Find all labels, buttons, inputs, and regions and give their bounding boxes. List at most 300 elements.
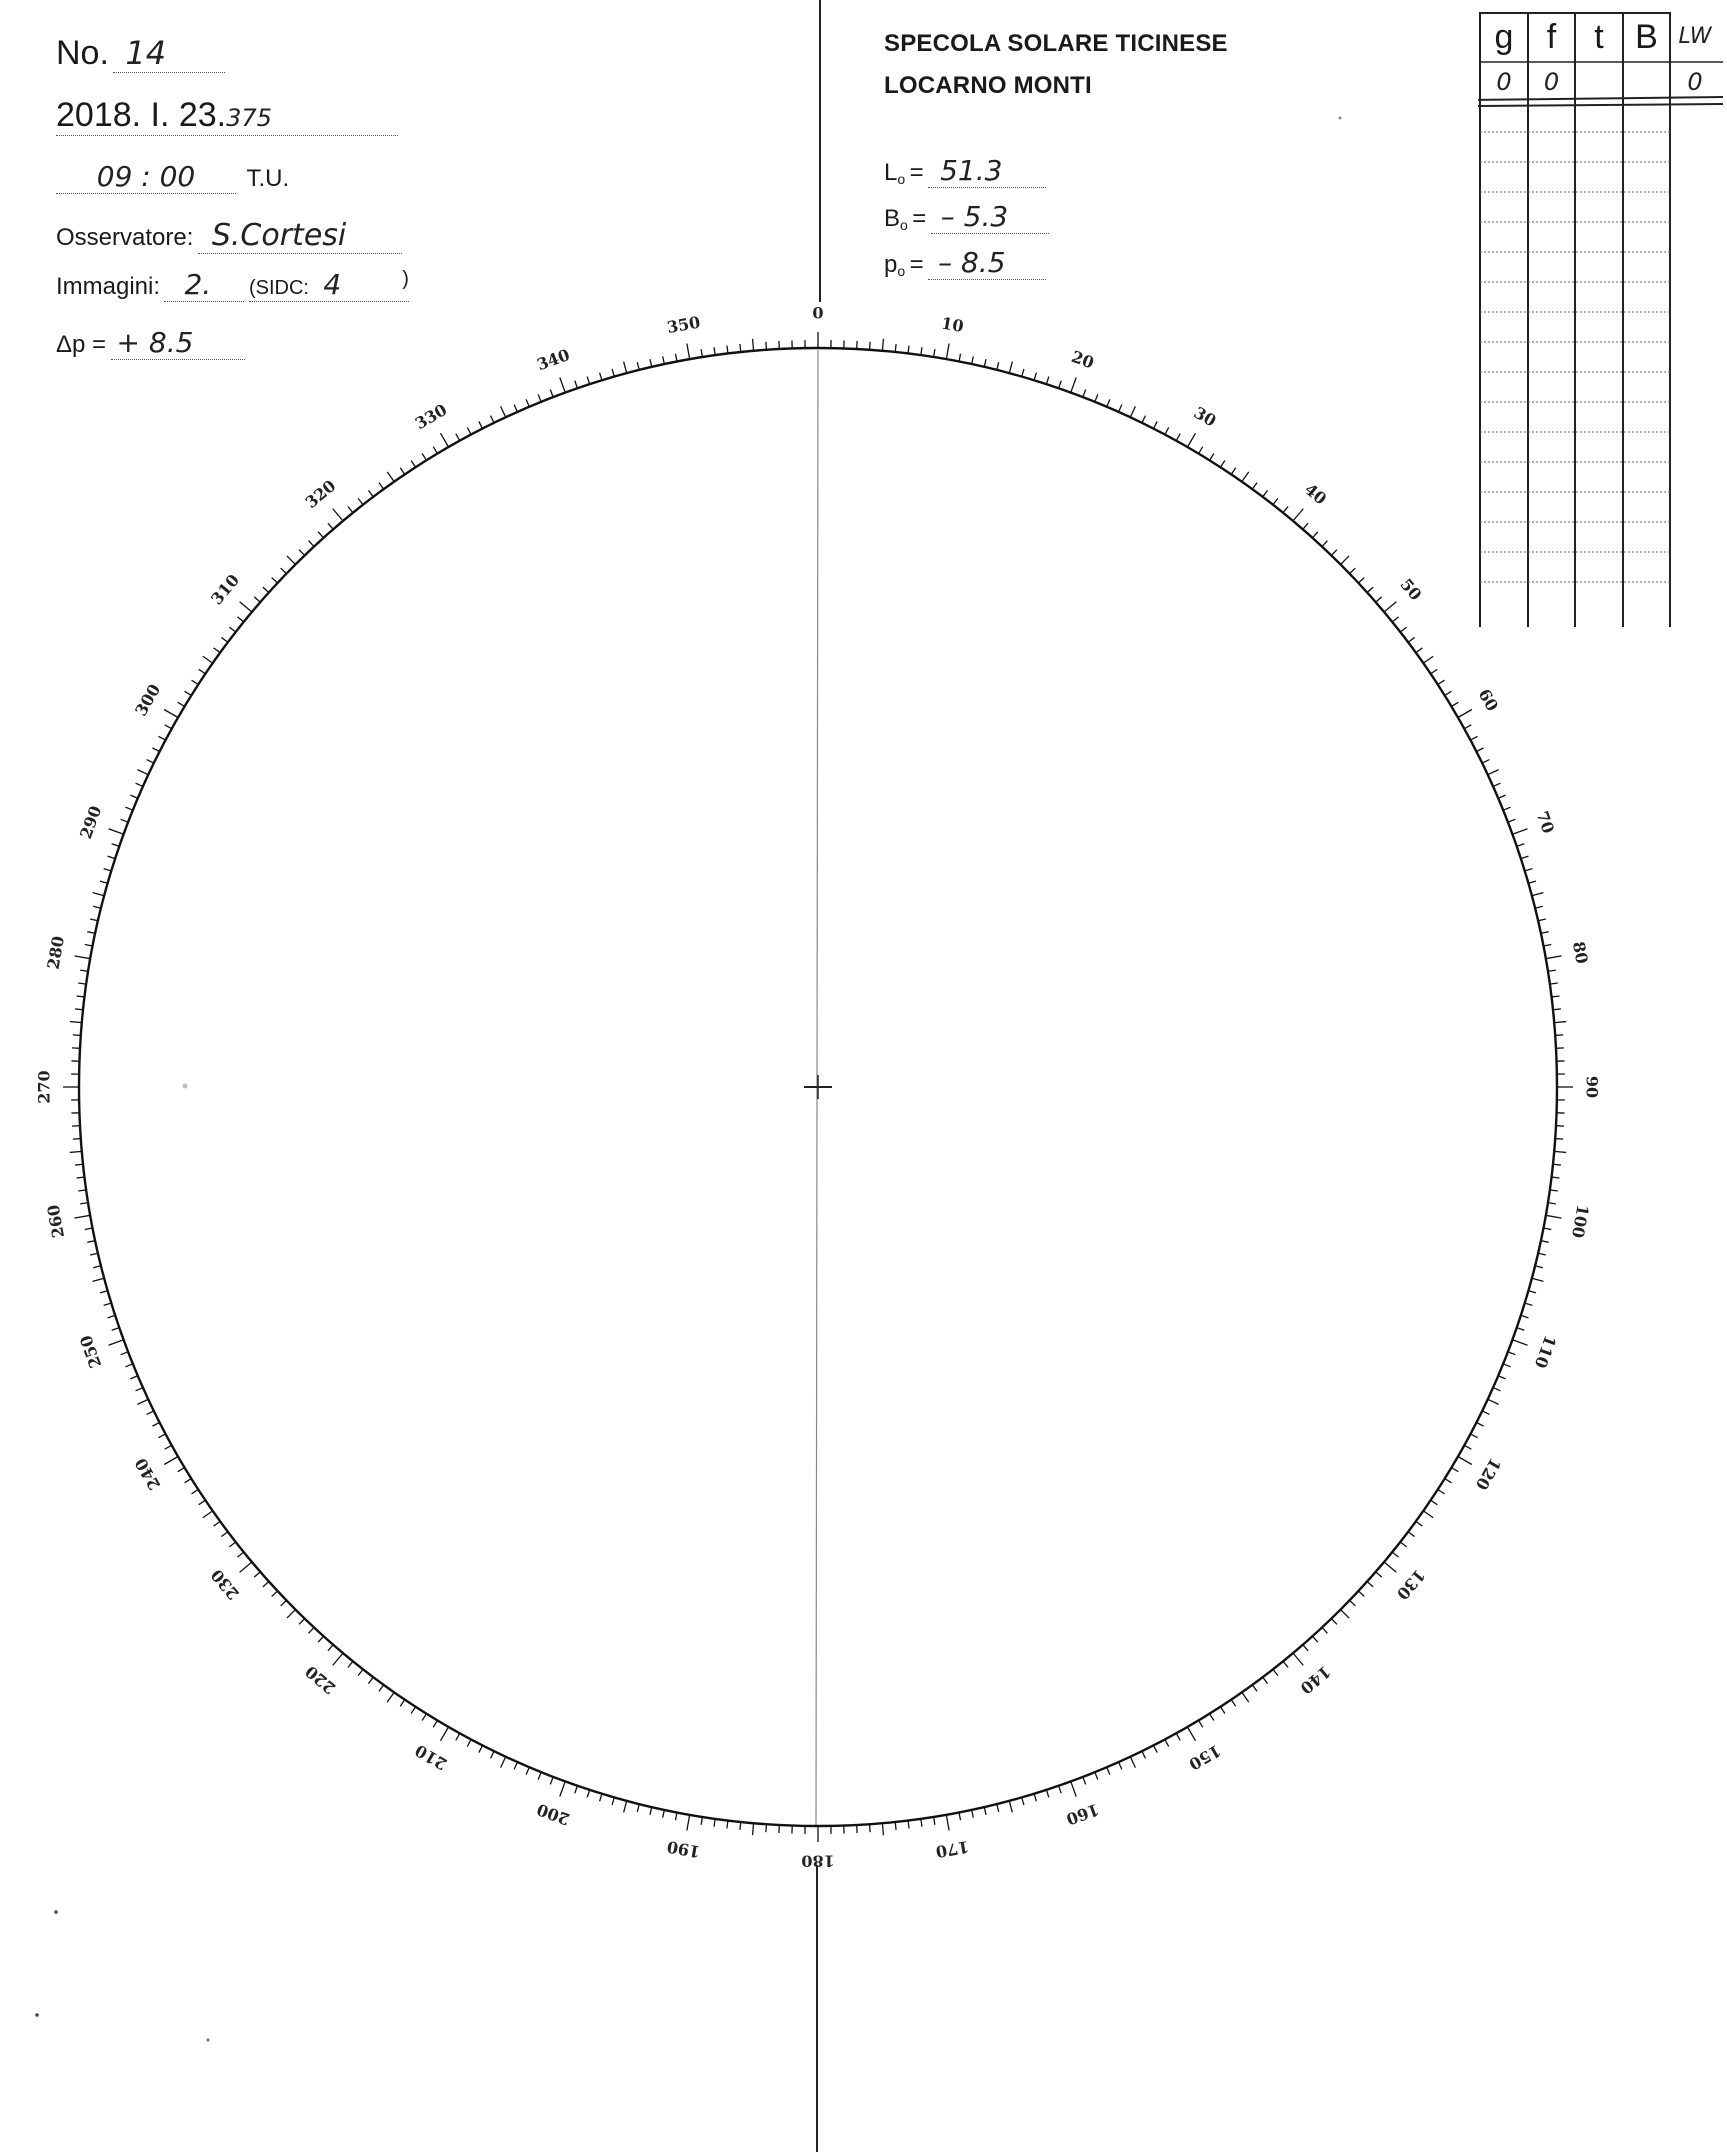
degree-tick (870, 342, 871, 350)
degree-tick (1508, 819, 1515, 822)
degree-tick (1488, 770, 1499, 775)
degree-tick (85, 1228, 93, 1230)
degree-tick (1551, 1177, 1559, 1178)
degree-tick (104, 1303, 112, 1305)
degree-tick (125, 807, 132, 810)
degree-tick (109, 829, 124, 834)
degree-tick (714, 1819, 715, 1827)
degree-tick (1059, 1786, 1062, 1794)
sidc-value[interactable]: 4 (323, 268, 342, 301)
degree-tick (491, 416, 495, 423)
B0-subscript: o (900, 217, 908, 234)
degree-tick (1130, 406, 1135, 417)
degree-tick (1107, 399, 1110, 406)
degree-tick (1438, 680, 1445, 684)
degree-tick (1312, 532, 1317, 538)
delta-p-value[interactable]: + 8.5 (111, 326, 245, 360)
col-header-B: B (1635, 18, 1658, 56)
degree-tick (73, 1139, 81, 1140)
number-field (56, 34, 225, 73)
degree-tick (73, 1035, 81, 1036)
p0-label: p (884, 251, 898, 278)
degree-tick (104, 869, 112, 871)
degree-tick (203, 656, 213, 663)
delta-p-field (56, 326, 245, 360)
degree-tick (1293, 1653, 1303, 1665)
degree-tick (1022, 1797, 1024, 1805)
degree-tick (1199, 1720, 1203, 1727)
degree-tick (199, 669, 206, 673)
degree-tick (112, 1328, 120, 1331)
degree-tick (1525, 1303, 1533, 1305)
degree-tick (164, 710, 178, 718)
degree-tick (1273, 1669, 1278, 1675)
degree-label-30: 30 (1190, 402, 1220, 431)
degree-tick (624, 362, 627, 374)
degree-tick (1543, 944, 1551, 946)
L0-label: L (884, 159, 898, 186)
degree-tick (368, 1677, 373, 1683)
degree-tick (164, 1457, 178, 1465)
degree-tick (479, 421, 483, 428)
degree-tick (997, 1804, 999, 1812)
observer-label: Osservatore: (56, 224, 194, 251)
degree-tick (1408, 637, 1414, 642)
degree-tick (1508, 1352, 1515, 1355)
degree-tick (1273, 498, 1278, 504)
degree-tick (387, 1692, 394, 1702)
L0-equals: = (909, 159, 924, 186)
degree-tick (152, 748, 159, 752)
degree-tick (348, 506, 353, 512)
degree-tick (80, 1203, 88, 1204)
degree-tick (1009, 362, 1012, 374)
degree-tick (1071, 378, 1076, 393)
degree-tick (70, 1151, 82, 1152)
degree-tick (1517, 844, 1525, 847)
degree-tick (379, 1685, 384, 1691)
B0-value[interactable]: – 5.3 (931, 200, 1049, 234)
degree-tick (75, 1164, 83, 1165)
degree-tick (1142, 1751, 1146, 1758)
degree-tick (411, 1707, 415, 1714)
degree-tick (714, 347, 715, 355)
degree-tick (538, 394, 541, 401)
degree-tick (108, 1315, 116, 1317)
degree-tick (1538, 919, 1546, 921)
cell-B[interactable] (1623, 64, 1670, 100)
degree-tick (1553, 1164, 1561, 1165)
degree-tick (687, 343, 690, 359)
degree-tick (87, 932, 95, 934)
degree-tick (237, 1552, 243, 1557)
images-value[interactable]: 2. (164, 268, 244, 302)
time-field (56, 160, 289, 194)
degree-tick (121, 819, 128, 822)
degree-tick (1512, 1340, 1527, 1345)
degree-tick (1535, 1266, 1543, 1268)
degree-tick (1532, 1278, 1544, 1281)
degree-tick (972, 356, 974, 364)
degree-tick (1535, 906, 1543, 908)
degree-tick (237, 617, 243, 622)
degree-tick (1555, 1035, 1563, 1036)
degree-tick (1431, 1500, 1438, 1504)
degree-tick (1538, 1253, 1546, 1255)
degree-label-70: 70 (1532, 808, 1559, 836)
degree-tick (637, 1804, 639, 1812)
degree-label-0: 0 (812, 303, 824, 323)
degree-tick (501, 1757, 506, 1768)
degree-tick (946, 343, 949, 359)
degree-tick (229, 1542, 235, 1547)
degree-tick (318, 532, 323, 538)
degree-tick (1312, 1636, 1317, 1642)
degree-tick (93, 1278, 105, 1281)
degree-tick (136, 783, 143, 786)
cell-LW[interactable]: 0 (1687, 68, 1703, 96)
degree-tick (637, 362, 639, 370)
degree-tick (908, 1820, 909, 1828)
degree-tick (1470, 736, 1477, 740)
degree-tick (1517, 1328, 1525, 1331)
degree-tick (1188, 433, 1196, 447)
degree-tick (984, 359, 986, 367)
degree-tick (1350, 568, 1356, 574)
degree-tick (147, 1411, 154, 1415)
degree-tick (1392, 1552, 1398, 1557)
degree-tick (921, 347, 922, 355)
degree-label-180: 180 (801, 1851, 835, 1871)
degree-tick (281, 568, 287, 574)
degree-tick (1438, 1489, 1445, 1493)
degree-tick (1451, 1468, 1458, 1472)
degree-label-160: 160 (1063, 1799, 1102, 1829)
degree-tick (240, 1562, 252, 1572)
L0-field (884, 154, 1046, 188)
degree-tick (109, 1340, 124, 1345)
degree-tick (1493, 783, 1500, 786)
degree-tick (766, 342, 767, 350)
degree-tick (100, 881, 108, 883)
degree-tick (650, 1807, 652, 1815)
degree-tick (74, 956, 90, 959)
degree-tick (1341, 556, 1349, 564)
cell-t[interactable] (1575, 64, 1623, 100)
degree-tick (1199, 447, 1203, 454)
degree-tick (1165, 1739, 1169, 1746)
cell-g[interactable]: 0 (1496, 68, 1512, 96)
degree-label-240: 240 (131, 1454, 165, 1494)
degree-tick (1458, 1457, 1472, 1465)
degree-tick (1445, 1479, 1452, 1483)
degree-tick (240, 602, 252, 612)
table-grid (1478, 12, 1723, 627)
degree-tick (1470, 1434, 1477, 1438)
degree-tick (575, 381, 578, 389)
degree-tick (70, 1022, 82, 1023)
degree-tick (1153, 1745, 1157, 1752)
degree-tick (766, 1824, 767, 1832)
degree-label-300: 300 (131, 680, 165, 720)
degree-tick (1400, 627, 1406, 632)
group-count-table (1478, 12, 1723, 627)
degree-tick (272, 578, 278, 583)
degree-tick (90, 1253, 98, 1255)
degree-tick (1358, 578, 1364, 583)
degree-label-130: 130 (1392, 1565, 1429, 1604)
B0-equals: = (912, 205, 927, 232)
degree-tick (1521, 856, 1529, 858)
degree-tick (456, 1733, 460, 1740)
degree-tick (1543, 1228, 1551, 1230)
degree-tick (272, 1591, 278, 1596)
time-unit: T.U. (246, 165, 290, 192)
date-field (56, 96, 398, 136)
L0-value[interactable]: 51.3 (928, 154, 1046, 188)
degree-tick (1423, 656, 1433, 663)
degree-tick (1550, 983, 1558, 984)
speck (1339, 117, 1342, 120)
degree-tick (1548, 970, 1556, 971)
degree-tick (959, 1812, 961, 1820)
degree-tick (456, 434, 460, 441)
degree-tick (165, 725, 172, 729)
degree-tick (185, 691, 192, 695)
degree-tick (287, 556, 295, 564)
degree-tick (1022, 369, 1024, 377)
degree-tick (560, 378, 565, 393)
degree-tick (1046, 1790, 1048, 1798)
degree-tick (921, 1819, 922, 1827)
degree-tick (309, 541, 314, 547)
speck (54, 1910, 58, 1914)
degree-label-310: 310 (207, 570, 244, 609)
degree-tick (328, 523, 333, 529)
degree-tick (309, 1627, 314, 1633)
degree-tick (514, 405, 517, 412)
degree-tick (100, 1291, 108, 1293)
degree-tick (1493, 1388, 1500, 1391)
col-header-g: g (1494, 18, 1514, 56)
date-value[interactable]: 2018. I. 23. (56, 96, 227, 134)
degree-tick (74, 1215, 90, 1218)
degree-tick (1220, 1707, 1224, 1714)
B0-label: B (884, 205, 901, 232)
B0-field (884, 200, 1049, 234)
degree-tick (753, 1823, 754, 1835)
degree-tick (93, 893, 105, 896)
degree-tick (1458, 710, 1472, 718)
degree-tick (178, 702, 185, 706)
degree-tick (1476, 1422, 1483, 1426)
degree-tick (1550, 1190, 1558, 1191)
degree-tick (1384, 602, 1396, 612)
observer-value[interactable]: S.Cortesi (198, 218, 402, 254)
degree-tick (1210, 1714, 1214, 1721)
degree-tick (263, 1581, 269, 1586)
degree-tick (80, 970, 88, 971)
degree-label-40: 40 (1300, 479, 1331, 509)
degree-tick (411, 461, 415, 468)
degree-tick (575, 1786, 578, 1794)
date-fraction[interactable]: 375 (226, 104, 272, 132)
degree-tick (1242, 472, 1249, 482)
degree-label-120: 120 (1471, 1454, 1505, 1494)
degree-tick (368, 490, 373, 496)
degree-tick (1498, 1376, 1505, 1379)
degree-label-90: 90 (1582, 1075, 1602, 1099)
degree-tick (1083, 390, 1086, 397)
degree-tick (587, 1790, 589, 1798)
degree-tick (1331, 550, 1337, 556)
degree-tick (1551, 996, 1559, 997)
degree-label-190: 190 (665, 1836, 702, 1862)
degree-tick (1416, 648, 1422, 653)
degree-tick (1546, 956, 1562, 959)
degree-label-250: 250 (76, 1332, 106, 1371)
degree-tick (1071, 1781, 1076, 1796)
degree-tick (727, 1820, 728, 1828)
degree-label-140: 140 (1296, 1661, 1335, 1698)
degree-tick (158, 736, 165, 740)
degree-tick (78, 983, 86, 984)
degree-tick (526, 399, 529, 406)
degree-tick (727, 346, 728, 354)
degree-tick (1130, 1757, 1135, 1768)
degree-tick (1046, 377, 1048, 385)
degree-tick (997, 362, 999, 370)
degree-tick (333, 1653, 343, 1665)
degree-tick (1283, 1661, 1288, 1667)
degree-tick (1488, 1399, 1499, 1404)
degree-tick (1119, 405, 1122, 412)
degree-tick (1464, 1445, 1471, 1449)
degree-tick (1322, 1627, 1327, 1633)
degree-tick (1464, 725, 1471, 729)
L0-subscript: o (897, 171, 906, 188)
degree-tick (1503, 807, 1510, 810)
degree-tick (1476, 748, 1483, 752)
degree-tick (1503, 1364, 1510, 1367)
degree-tick (1482, 1411, 1489, 1415)
degree-tick (93, 1266, 101, 1268)
degree-tick (1220, 461, 1224, 468)
degree-tick (550, 1777, 553, 1784)
degree-tick (178, 1468, 185, 1472)
degree-tick (1034, 373, 1036, 381)
degree-tick (77, 996, 85, 997)
degree-label-320: 320 (301, 476, 340, 513)
degree-label-200: 200 (534, 1799, 573, 1829)
degree-tick (870, 1824, 871, 1832)
degree-tick (1107, 1767, 1110, 1774)
degree-tick (1358, 1591, 1364, 1596)
degree-tick (1416, 1521, 1422, 1526)
degree-tick (1553, 1009, 1561, 1010)
degree-tick (1554, 1151, 1566, 1152)
degree-tick (1400, 1542, 1406, 1547)
degree-tick (1153, 421, 1157, 428)
degree-label-150: 150 (1185, 1740, 1225, 1774)
degree-tick (1554, 1022, 1566, 1023)
degree-tick (1528, 1291, 1536, 1293)
degree-tick (560, 1781, 565, 1796)
degree-tick (1231, 468, 1235, 475)
degree-tick (467, 427, 471, 434)
degree-tick (221, 1532, 227, 1537)
degree-tick (1059, 381, 1062, 389)
degree-label-60: 60 (1474, 685, 1503, 715)
degree-tick (740, 344, 741, 352)
degree-tick (1431, 669, 1438, 673)
degree-label-220: 220 (301, 1661, 340, 1698)
degree-tick (895, 344, 896, 352)
degree-tick (93, 906, 101, 908)
degree-tick (1541, 932, 1549, 934)
degree-tick (422, 454, 426, 461)
degree-tick (112, 844, 120, 847)
degree-tick (1231, 1700, 1235, 1707)
degree-tick (600, 1794, 602, 1802)
degree-tick (125, 1364, 132, 1367)
degree-tick (1541, 1241, 1549, 1243)
degree-tick (1283, 506, 1288, 512)
degree-tick (1482, 760, 1489, 764)
degree-tick (1532, 893, 1544, 896)
sidc-close: ) (402, 268, 409, 290)
degree-tick (514, 1762, 517, 1769)
degree-tick (433, 1720, 437, 1727)
number-label: No. (56, 34, 109, 72)
degree-tick (85, 944, 93, 946)
degree-tick (1263, 1677, 1268, 1683)
degree-tick (650, 359, 652, 367)
degree-tick (1263, 490, 1268, 496)
degree-label-270: 270 (34, 1070, 54, 1104)
degree-tick (221, 637, 227, 642)
degree-tick (1210, 454, 1214, 461)
degree-tick (1188, 1727, 1196, 1741)
degree-tick (984, 1807, 986, 1815)
p0-value[interactable]: – 8.5 (928, 246, 1046, 280)
degree-tick (78, 1190, 86, 1191)
degree-tick (147, 760, 154, 764)
degree-tick (687, 1815, 690, 1831)
number-value[interactable]: 14 (113, 34, 225, 73)
degree-tick (1034, 1794, 1036, 1802)
degree-tick (701, 1817, 702, 1825)
degree-tick (108, 856, 116, 858)
degree-tick (946, 1815, 949, 1831)
degree-tick (400, 468, 404, 475)
degree-tick (281, 1600, 287, 1606)
degree-tick (328, 1645, 333, 1651)
degree-label-10: 10 (939, 313, 966, 337)
time-value[interactable]: 09 : 00 (56, 160, 236, 194)
degree-label-350: 350 (665, 312, 702, 338)
degree-tick (882, 339, 883, 351)
images-field (56, 268, 409, 302)
cell-f[interactable]: 0 (1543, 68, 1560, 96)
degree-tick (203, 1511, 213, 1518)
degree-tick (441, 1727, 449, 1741)
degree-tick (753, 339, 754, 351)
degree-tick (1555, 1139, 1563, 1140)
degree-tick (1521, 1315, 1529, 1317)
degree-tick (740, 1822, 741, 1830)
degree-label-230: 230 (207, 1565, 244, 1604)
